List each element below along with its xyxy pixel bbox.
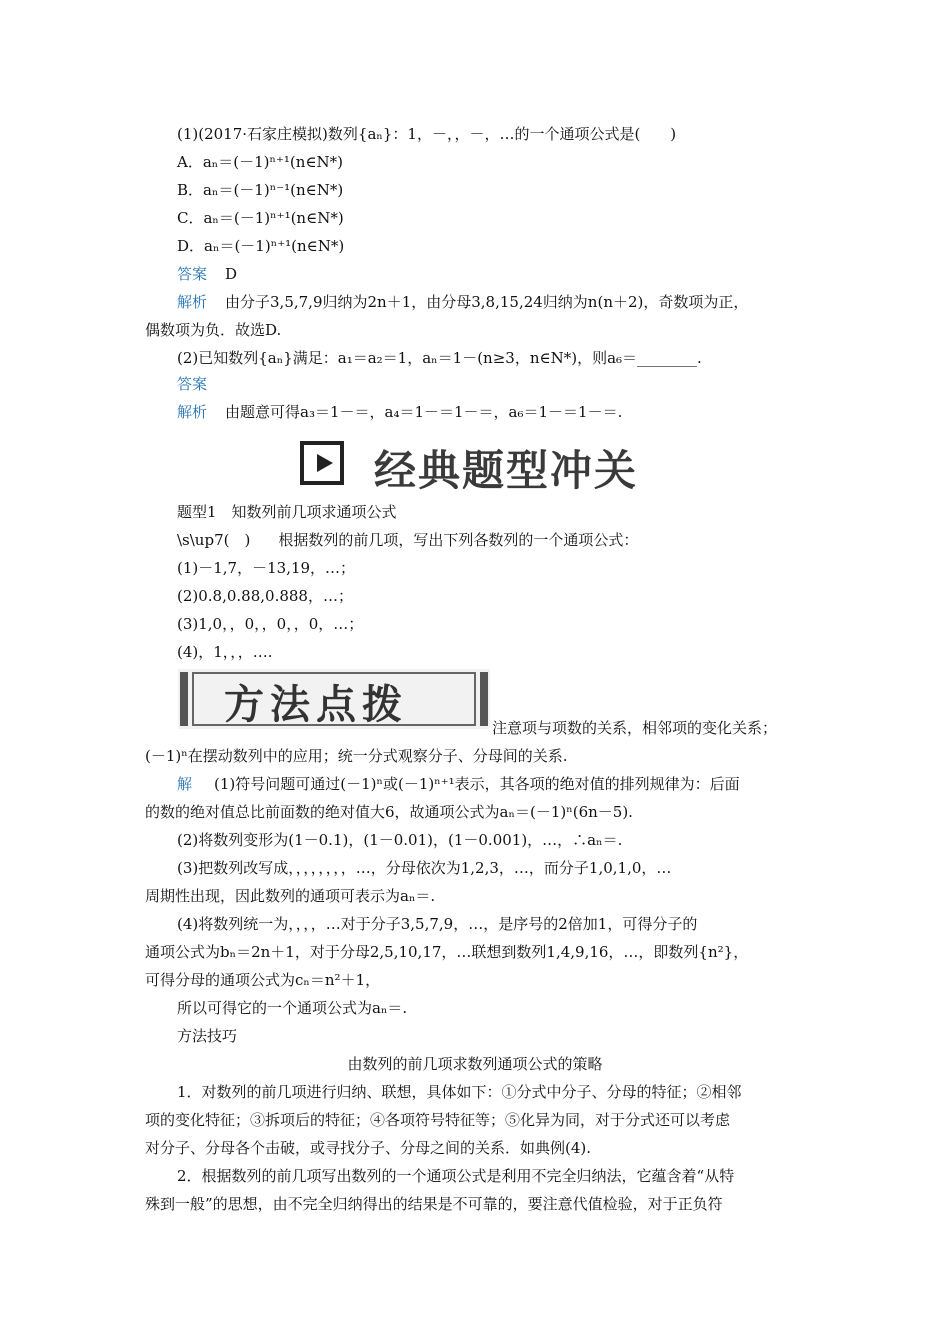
q2-analysis — [177, 402, 622, 422]
q1-option-c: C．aₙ＝(－1)ⁿ⁺¹(n∈N*) — [177, 209, 344, 227]
banner-left-bar — [180, 672, 188, 726]
analysis-label: 解析 — [177, 403, 208, 421]
q1-analysis-cont: 偶数项为负．故选D. — [145, 321, 282, 339]
solution-4-cont-1: 通项公式为bₙ＝2n＋1，对于分母2,5,10,17，…联想到数列1,4,9,16，…，即数列{n²}， — [145, 943, 749, 961]
skills-p2-cont: 殊到一般”的思想，由不完全归纳得出的结果是不可靠的，要注意代值检验，对于正负符 — [145, 1195, 723, 1213]
method-banner — [178, 669, 490, 729]
analysis-label: 解析 — [177, 293, 208, 311]
type1-intro — [177, 530, 638, 550]
banner-title: 方法点拨 — [224, 682, 408, 728]
type1-item-1: (1)－1,7，－13,19，…； — [177, 559, 356, 577]
skills-p1-cont-1: 项的变化特征；③拆项后的特征；④各项符号特征等；⑤化异为同，对于分式还可以考虑 — [145, 1111, 731, 1129]
solution-3-cont: 周期性出现，因此数列的通项可表示为aₙ＝. — [145, 887, 436, 905]
q1-option-b: B．aₙ＝(－1)ⁿ⁻¹(n∈N*) — [177, 181, 344, 199]
skills-p1: 1．对数列的前几项进行归纳、联想，具体如下：①分式中分子、分母的特征；②相邻 — [177, 1083, 742, 1101]
skills-title: 由数列的前几项求数列通项公式的策略 — [347, 1055, 603, 1073]
q1-answer — [177, 264, 237, 284]
answer-value: D — [225, 265, 238, 283]
solution-4: (4)将数列统一为，，，，…对于分子3,5,7,9，…，是序号的2倍加1，可得分子的 — [177, 915, 698, 933]
intro-text: 根据数列的前几项，写出下列各数列的一个通项公式： — [278, 531, 639, 549]
banner-right-bar — [480, 672, 488, 726]
solution-1-cont: 的数的绝对值总比前面数的绝对值大6，故通项公式为aₙ＝(－1)ⁿ(6n－5). — [145, 803, 633, 821]
answer-label: 答案 — [177, 265, 208, 283]
q1-stem: (1)(2017·石家庄模拟)数列{aₙ}：1，－，，－，…的一个通项公式是( ) — [177, 125, 677, 143]
q2-stem: (2)已知数列{aₙ}满足：a₁＝a₂＝1，aₙ＝1－(n≥3，n∈N*)，则a₆＝________. — [177, 349, 702, 367]
banner-title: 经典题型冲关 — [374, 446, 639, 495]
type1-item-4: (4)，1，，，…. — [177, 643, 273, 661]
solution-1 — [177, 774, 740, 794]
play-icon — [300, 441, 344, 485]
solution-text: (1)符号问题可通过(－1)ⁿ或(－1)ⁿ⁺¹表示，其各项的绝对值的排列规律为：后面 — [214, 775, 740, 793]
type1-title: 题型1 知数列前几项求通项公式 — [177, 503, 397, 521]
solution-label: 解 — [177, 775, 193, 793]
solution-2: (2)将数列变形为(1－0.1)，(1－0.01)，(1－0.001)，…，∴aₙ＝. — [177, 831, 623, 849]
analysis-text: 由题意可得a₃＝1－＝，a₄＝1－＝1－＝，a₆＝1－＝1－＝. — [225, 403, 623, 421]
analysis-text: 由分子3,5,7,9归纳为2n＋1，由分母3,8,15,24归纳为n(n＋2)，奇数项为正， — [225, 293, 749, 311]
method-tip: 注意项与项数的关系，相邻项的变化关系； — [492, 719, 778, 737]
q2-answer-label: 答案 — [177, 375, 208, 393]
solution-4-cont-2: 可得分母的通项公式为cₙ＝n²＋1， — [145, 971, 381, 989]
q1-analysis — [177, 292, 748, 312]
skills-label: 方法技巧 — [177, 1027, 238, 1045]
section-banner — [300, 436, 682, 496]
solution-4-cont-3: 所以可得它的一个通项公式为aₙ＝. — [177, 999, 408, 1017]
solution-3: (3)把数列改写成，，，，，，，，…，分母依次为1,2,3，…，而分子1,0,1,0，… — [177, 859, 672, 877]
skills-p1-cont-2: 对分子、分母各个击破，或寻找分子、分母之间的关系．如典例(4). — [145, 1139, 592, 1157]
method-tip-cont: (－1)ⁿ在摆动数列中的应用；统一分式观察分子、分母间的关系. — [145, 747, 568, 765]
q1-option-d: D．aₙ＝(－1)ⁿ⁺¹(n∈N*) — [177, 237, 345, 255]
type1-item-2: (2)0.8,0.88,0.888，…； — [177, 587, 353, 605]
q1-option-a: A．aₙ＝(－1)ⁿ⁺¹(n∈N*) — [177, 153, 344, 171]
skills-p2: 2．根据数列的前几项写出数列的一个通项公式是利用不完全归纳法，它蕴含着“从特 — [177, 1167, 735, 1185]
type1-item-3: (3)1,0，，0，，0，，0，…； — [177, 615, 364, 633]
intro-prefix: \s\up7( ) — [177, 531, 251, 549]
